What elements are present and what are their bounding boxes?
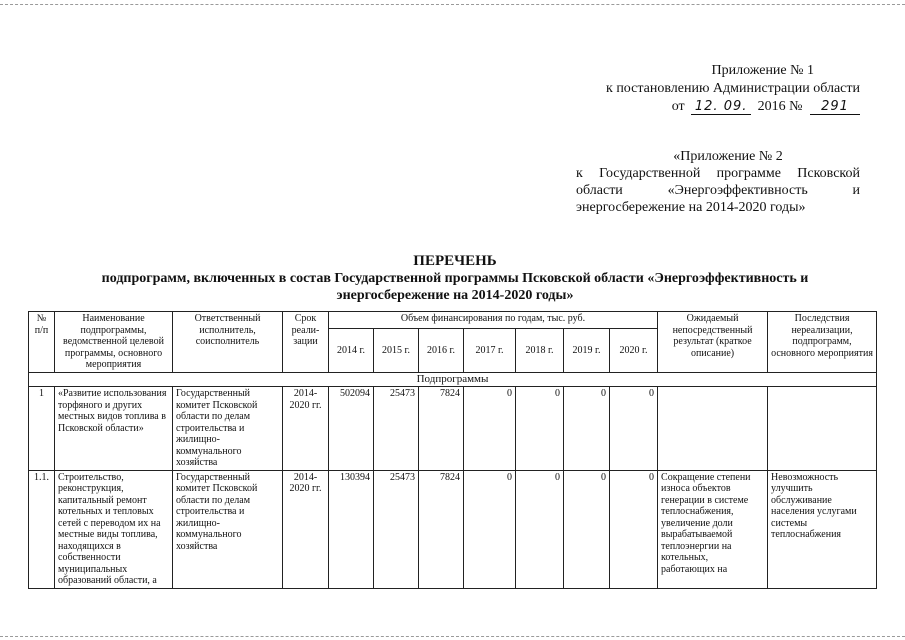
header-year: 2015 г. <box>374 329 419 372</box>
appendix-1-date-line <box>560 98 860 116</box>
header-consequences: Последствия нереализации, подпрограмм, основного мероприятия <box>768 312 877 373</box>
table-row <box>29 387 877 471</box>
table-row <box>29 470 877 588</box>
scan-edge-top <box>0 4 905 5</box>
appendix-1-block <box>560 62 860 116</box>
scan-edge-bottom <box>0 636 905 637</box>
cell-name: Строительство, реконструкция, капитальный ремонт котельных и тепловых сетей с переводом их на местные виды топлива, находящихся в собственности муниципальных образований области, а <box>55 470 173 588</box>
header-name: Наименование подпрограммы, ведомственной целевой программы, основного мероприятия <box>55 312 173 373</box>
cell-num: 1.1. <box>29 470 55 588</box>
cell-value: 0 <box>516 387 564 471</box>
heading-title: ПЕРЕЧЕНЬ <box>413 253 497 269</box>
header-year: 2017 г. <box>464 329 516 372</box>
cell-responsible: Государственный комитет Псковской области по делам строительства и жилищно-коммунального хозяйства <box>173 387 283 471</box>
date-prefix: от <box>671 99 685 114</box>
cell-value: 7824 <box>419 387 464 471</box>
header-responsible: Ответственный исполнитель, соисполнитель <box>173 312 283 373</box>
cell-value: 7824 <box>419 470 464 588</box>
document-heading <box>40 252 870 304</box>
header-num: № п/п <box>29 312 55 373</box>
cell-num: 1 <box>29 387 55 471</box>
subprograms-table <box>28 311 877 589</box>
cell-term: 2014-2020 гг. <box>283 470 329 588</box>
header-funding: Объем финансирования по годам, тыс. руб. <box>329 312 658 329</box>
handwritten-number: 291 <box>810 100 860 115</box>
cell-result <box>658 387 768 471</box>
cell-responsible: Государственный комитет Псковской области по делам строительства и жилищно-коммунального хозяйства <box>173 470 283 588</box>
heading-subtitle: подпрограмм, включенных в состав Государственной программы Псковской области «Энергоэффективность и энергосбережение на 2014-2020 годы» <box>101 271 809 303</box>
header-term: Срок реали-зации <box>283 312 329 373</box>
appendix-2-block <box>576 148 860 216</box>
cell-value: 0 <box>564 470 610 588</box>
cell-value: 0 <box>464 387 516 471</box>
header-year: 2020 г. <box>610 329 658 372</box>
section-row <box>29 372 877 387</box>
header-year: 2018 г. <box>516 329 564 372</box>
cell-result: Сокращение степени износа объектов генерации в системе теплоснабжения, увеличение доли вырабатываемой теплоэнергии на котельных, работающих на <box>658 470 768 588</box>
cell-value: 0 <box>516 470 564 588</box>
cell-term: 2014-2020 гг. <box>283 387 329 471</box>
cell-value: 0 <box>610 470 658 588</box>
appendix-2-title: «Приложение № 2 <box>673 149 783 164</box>
section-label: Подпрограммы <box>29 372 877 387</box>
cell-value: 130394 <box>329 470 374 588</box>
cell-consequences <box>768 387 877 471</box>
handwritten-date: 12. 09. <box>691 100 751 115</box>
header-year: 2016 г. <box>419 329 464 372</box>
year-number-label: 2016 № <box>757 99 803 114</box>
cell-name: «Развитие использования торфяного и других местных видов топлива в Псковской области» <box>55 387 173 471</box>
header-year: 2019 г. <box>564 329 610 372</box>
cell-value: 25473 <box>374 387 419 471</box>
cell-consequences: Невозможность улучшить обслуживание населения услугами системы теплоснабжения <box>768 470 877 588</box>
header-year: 2014 г. <box>329 329 374 372</box>
cell-value: 0 <box>464 470 516 588</box>
appendix-2-body: к Государственной программе Псковской области «Энергоэффективность и энергосбережение на 2014-2020 годы» <box>576 166 860 215</box>
cell-value: 25473 <box>374 470 419 588</box>
appendix-1-decree: к постановлению Администрации области <box>606 81 860 96</box>
appendix-1-title: Приложение № 1 <box>711 63 814 78</box>
cell-value: 0 <box>610 387 658 471</box>
cell-value: 0 <box>564 387 610 471</box>
header-result: Ожидаемый непосредственный результат (краткое описание) <box>658 312 768 373</box>
cell-value: 502094 <box>329 387 374 471</box>
